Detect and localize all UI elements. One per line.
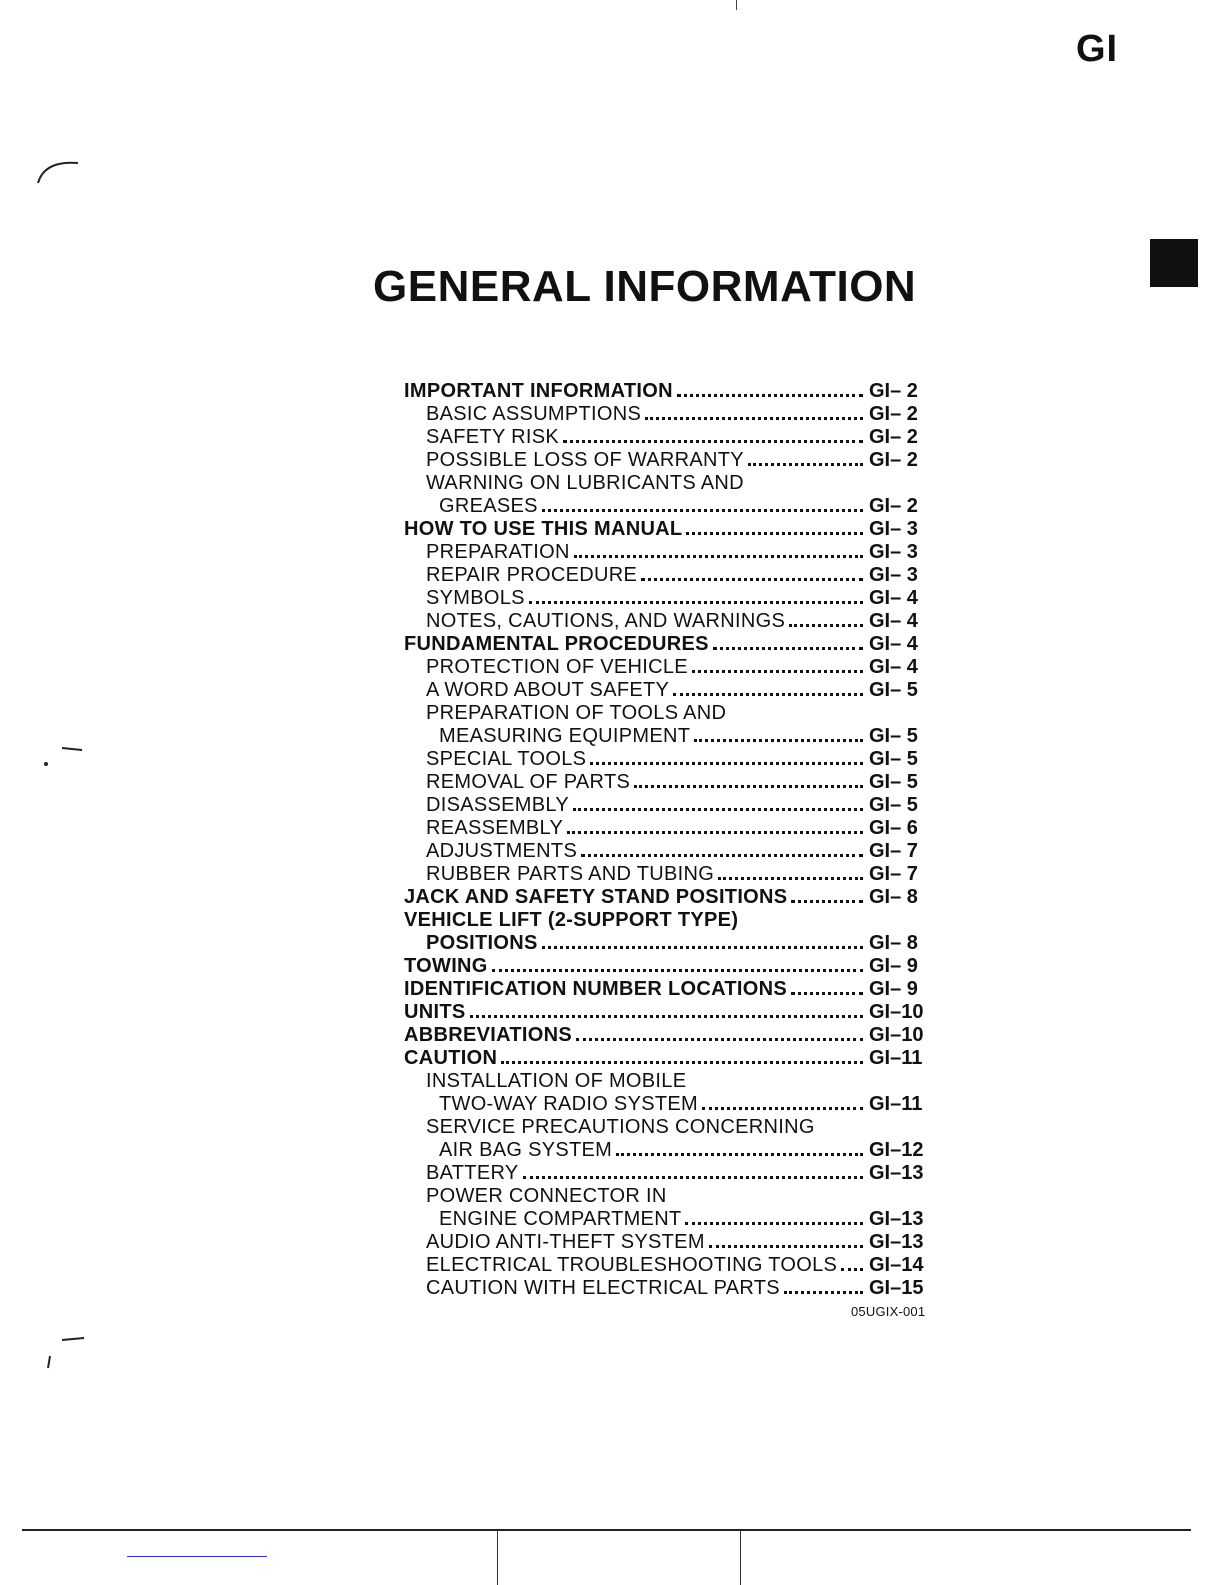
toc-entry — [404, 702, 931, 725]
toc-dot-leader — [645, 417, 863, 420]
toc-dot-leader — [677, 394, 863, 397]
toc-entry-label: JACK AND SAFETY STAND POSITIONS — [404, 886, 788, 908]
toc-entry — [404, 978, 931, 1001]
toc-entry-label: IDENTIFICATION NUMBER LOCATIONS — [404, 978, 787, 1000]
toc-entry-label: ADJUSTMENTS — [426, 840, 578, 862]
toc-entry — [404, 633, 931, 656]
toc-entry-label: SAFETY RISK — [426, 426, 559, 448]
toc-entry-label: WARNING ON LUBRICANTS AND — [426, 472, 744, 494]
figure-code: 05UGIX-001 — [851, 1304, 926, 1319]
toc-dot-leader — [791, 992, 863, 995]
toc-entry — [404, 725, 931, 748]
footer-divider-1 — [497, 1531, 498, 1585]
toc-entry-label: ABBREVIATIONS — [404, 1024, 572, 1046]
toc-entry-label: PREPARATION — [426, 541, 570, 563]
toc-entry-page: GI– 8 — [869, 932, 918, 954]
toc-entry — [404, 380, 931, 403]
toc-dot-leader — [709, 1245, 863, 1248]
scan-mark-mid-left — [40, 742, 85, 772]
toc-entry-page: GI– 2 — [869, 426, 918, 448]
toc-entry-label: FUNDAMENTAL PROCEDURES — [404, 633, 709, 655]
toc-dot-leader — [694, 739, 863, 742]
toc-entry-label: UNITS — [404, 1001, 466, 1023]
toc-entry — [404, 1185, 931, 1208]
toc-entry-page: GI– 9 — [869, 978, 918, 1000]
toc-entry — [404, 656, 931, 679]
toc-entry — [404, 610, 931, 633]
toc-entry-page: GI– 2 — [869, 380, 918, 402]
toc-entry-label: ENGINE COMPARTMENT — [439, 1208, 682, 1230]
toc-entry-label: PREPARATION OF TOOLS AND — [426, 702, 727, 724]
toc-dot-leader — [542, 509, 863, 512]
toc-entry — [404, 449, 931, 472]
toc-entry — [404, 495, 931, 518]
section-code: GI — [1076, 28, 1119, 70]
toc-entry — [404, 1277, 931, 1300]
toc-entry-label: SERVICE PRECAUTIONS CONCERNING — [426, 1116, 815, 1138]
toc-entry-label: TWO-WAY RADIO SYSTEM — [439, 1093, 698, 1115]
toc-entry-label: NOTES, CAUTIONS, AND WARNINGS — [426, 610, 786, 632]
toc-entry-page: GI–13 — [869, 1208, 924, 1230]
toc-entry-label: HOW TO USE THIS MANUAL — [404, 518, 683, 540]
toc-entry — [404, 426, 931, 449]
toc-dot-leader — [501, 1061, 863, 1064]
toc-dot-leader — [789, 624, 863, 627]
toc-entry — [404, 1116, 931, 1139]
toc-dot-leader — [702, 1107, 863, 1110]
toc-entry — [404, 1208, 931, 1231]
toc-dot-leader — [686, 532, 863, 535]
toc-entry — [404, 886, 931, 909]
toc-entry-label: SYMBOLS — [426, 587, 525, 609]
toc-entry-label: POWER CONNECTOR IN — [426, 1185, 667, 1207]
toc-entry-page: GI– 4 — [869, 633, 918, 655]
toc-dot-leader — [581, 854, 863, 857]
toc-entry-page: GI–10 — [869, 1024, 924, 1046]
toc-entry-label: AUDIO ANTI-THEFT SYSTEM — [426, 1231, 705, 1253]
toc-dot-leader — [529, 601, 863, 604]
toc-entry-page: GI– 5 — [869, 725, 918, 747]
toc-dot-leader — [616, 1153, 863, 1156]
toc-entry-page: GI– 4 — [869, 610, 918, 632]
toc-entry-page: GI– 7 — [869, 863, 918, 885]
toc-entry-page: GI– 5 — [869, 679, 918, 701]
toc-entry — [404, 518, 931, 541]
toc-dot-leader — [574, 555, 863, 558]
toc-entry-label: INSTALLATION OF MOBILE — [426, 1070, 687, 1092]
toc-entry — [404, 817, 931, 840]
toc-entry — [404, 1047, 931, 1070]
toc-entry-label: AIR BAG SYSTEM — [439, 1139, 613, 1161]
toc-entry-label: POSITIONS — [426, 932, 538, 954]
toc-entry — [404, 679, 931, 702]
toc-dot-leader — [523, 1176, 864, 1179]
toc-dot-leader — [713, 647, 863, 650]
toc-entry — [404, 472, 931, 495]
scan-mark-top-left — [36, 155, 81, 185]
toc-dot-leader — [718, 877, 863, 880]
toc-entry-page: GI– 4 — [869, 656, 918, 678]
toc-entry — [404, 403, 931, 426]
toc-entry-label: REASSEMBLY — [426, 817, 564, 839]
toc-entry — [404, 1001, 931, 1024]
toc-entry-label: GREASES — [439, 495, 538, 517]
toc-entry — [404, 1139, 931, 1162]
toc-entry-label: POSSIBLE LOSS OF WARRANTY — [426, 449, 744, 471]
toc-dot-leader — [492, 969, 863, 972]
toc-entry-page: GI– 8 — [869, 886, 918, 908]
toc-dot-leader — [784, 1291, 863, 1294]
toc-entry-page: GI–10 — [869, 1001, 924, 1023]
toc-dot-leader — [573, 808, 863, 811]
toc-entry — [404, 1024, 931, 1047]
toc-dot-leader — [673, 693, 863, 696]
toc-entry-label: REMOVAL OF PARTS — [426, 771, 631, 793]
toc-entry-page: GI–14 — [869, 1254, 924, 1276]
toc-entry-label: BASIC ASSUMPTIONS — [426, 403, 642, 425]
toc-entry — [404, 541, 931, 564]
toc-dot-leader — [634, 785, 863, 788]
toc-dot-leader — [590, 762, 863, 765]
toc-entry-label: MEASURING EQUIPMENT — [439, 725, 691, 747]
page-title: GENERAL INFORMATION — [373, 262, 917, 311]
toc-entry — [404, 794, 931, 817]
toc-entry — [404, 840, 931, 863]
toc-entry-label: PROTECTION OF VEHICLE — [426, 656, 688, 678]
toc-entry-page: GI– 4 — [869, 587, 918, 609]
scan-mark-bottom-left — [44, 1332, 89, 1372]
footer-divider-2 — [740, 1531, 741, 1585]
toc-entry — [404, 1093, 931, 1116]
toc-dot-leader — [748, 463, 863, 466]
toc-entry-page: GI– 3 — [869, 541, 918, 563]
toc-dot-leader — [841, 1268, 863, 1271]
toc-dot-leader — [470, 1015, 864, 1018]
toc-entry-page: GI– 5 — [869, 794, 918, 816]
toc-dot-leader — [791, 900, 863, 903]
toc-entry-label: A WORD ABOUT SAFETY — [426, 679, 670, 701]
toc-entry-page: GI–13 — [869, 1162, 924, 1184]
toc-entry-label: REPAIR PROCEDURE — [426, 564, 638, 586]
toc-dot-leader — [576, 1038, 863, 1041]
toc-entry-page: GI–12 — [869, 1139, 924, 1161]
toc-dot-leader — [567, 831, 863, 834]
toc-entry — [404, 1162, 931, 1185]
toc-dot-leader — [641, 578, 863, 581]
toc-entry-label: IMPORTANT INFORMATION — [404, 380, 673, 402]
toc-entry — [404, 955, 931, 978]
toc-entry-label: ELECTRICAL TROUBLESHOOTING TOOLS — [426, 1254, 838, 1276]
toc-entry-page: GI–11 — [869, 1093, 923, 1115]
toc-dot-leader — [685, 1222, 863, 1225]
toc-entry-label: VEHICLE LIFT (2-SUPPORT TYPE) — [404, 909, 739, 931]
toc-dot-leader — [542, 946, 863, 949]
toc-entry-page: GI– 2 — [869, 495, 918, 517]
footer-link-underline — [127, 1556, 267, 1557]
toc-entry — [404, 748, 931, 771]
toc-entry-label: CAUTION — [404, 1047, 498, 1069]
toc-entry-page: GI– 3 — [869, 564, 918, 586]
scan-mark-top — [736, 0, 737, 10]
toc-entry-page: GI–11 — [869, 1047, 923, 1069]
toc-entry-page: GI– 5 — [869, 748, 918, 770]
toc-entry — [404, 771, 931, 794]
toc-entry-page: GI– 7 — [869, 840, 918, 862]
toc-entry-label: CAUTION WITH ELECTRICAL PARTS — [426, 1277, 780, 1299]
table-of-contents — [404, 380, 931, 1300]
toc-entry-label: BATTERY — [426, 1162, 519, 1184]
toc-entry-page: GI– 9 — [869, 955, 918, 977]
toc-dot-leader — [692, 670, 863, 673]
toc-dot-leader — [563, 440, 863, 443]
toc-entry-page: GI–13 — [869, 1231, 924, 1253]
toc-entry-page: GI– 2 — [869, 403, 918, 425]
toc-entry-label: DISASSEMBLY — [426, 794, 569, 816]
toc-entry — [404, 909, 931, 932]
toc-entry-page: GI– 2 — [869, 449, 918, 471]
toc-entry-page: GI– 3 — [869, 518, 918, 540]
toc-entry-page: GI– 6 — [869, 817, 918, 839]
toc-entry — [404, 932, 931, 955]
toc-entry — [404, 587, 931, 610]
section-tab-marker — [1150, 239, 1198, 287]
toc-entry-label: TOWING — [404, 955, 488, 977]
toc-entry-label: RUBBER PARTS AND TUBING — [426, 863, 715, 885]
toc-entry — [404, 1231, 931, 1254]
toc-entry-page: GI–15 — [869, 1277, 924, 1299]
toc-entry — [404, 863, 931, 886]
toc-entry-page: GI– 5 — [869, 771, 918, 793]
toc-entry — [404, 1254, 931, 1277]
footer-rule — [22, 1529, 1191, 1531]
toc-entry — [404, 564, 931, 587]
toc-entry — [404, 1070, 931, 1093]
toc-entry-label: SPECIAL TOOLS — [426, 748, 587, 770]
